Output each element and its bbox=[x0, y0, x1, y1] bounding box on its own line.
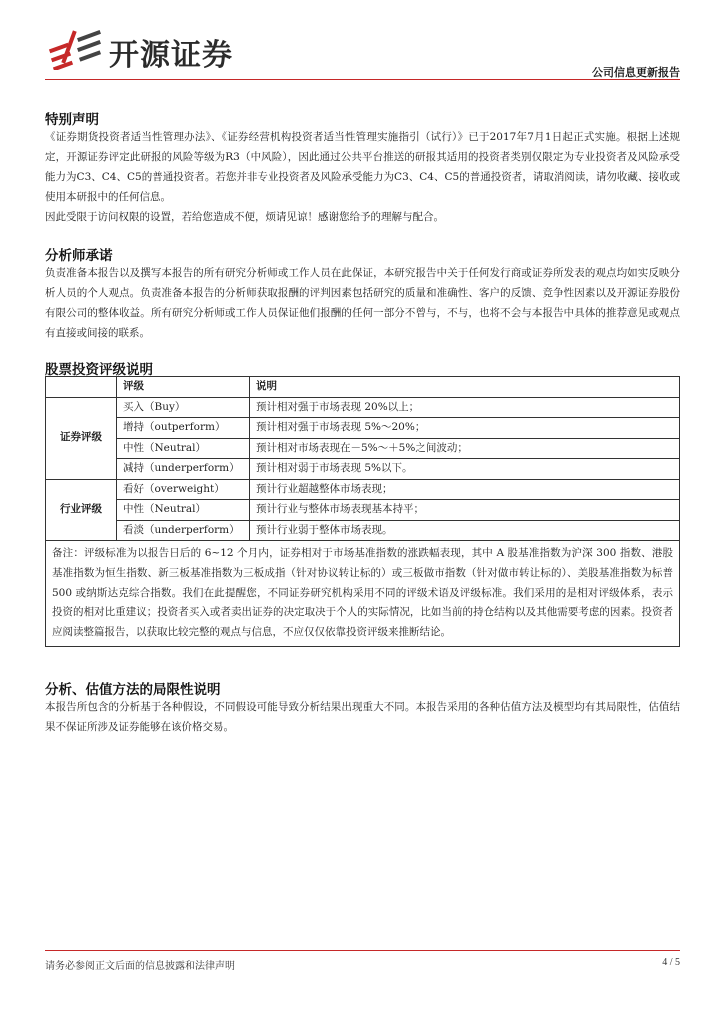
table-row bbox=[46, 397, 680, 418]
rating-level: 增持（outperform） bbox=[117, 418, 250, 439]
analyst-commitment-body bbox=[45, 263, 680, 343]
header-level: 评级 bbox=[117, 377, 250, 398]
rating-description: 预计相对强于市场表现 5%～20%； bbox=[250, 418, 680, 439]
rating-description: 预计行业弱于整体市场表现。 bbox=[250, 520, 680, 541]
limitations-paragraph: 本报告所包含的分析基于各种假设，不同假设可能导致分析结果出现重大不同。本报告采用的各种估值方法及模型均有其局限性，估值结果不保证所涉及证券能够在该价格交易。 bbox=[45, 701, 680, 733]
special-statement-paragraph-2: 因此受限于访问权限的设置，若给您造成不便，烦请见谅！感谢您给予的理解与配合。 bbox=[45, 211, 444, 223]
rating-level: 中性（Neutral） bbox=[117, 438, 250, 459]
rating-description: 预计行业超越整体市场表现； bbox=[250, 479, 680, 500]
page-header bbox=[45, 22, 680, 80]
limitations-body bbox=[45, 697, 680, 737]
table-row bbox=[46, 479, 680, 500]
analyst-commitment-paragraph: 负责准备本报告以及撰写本报告的所有研究分析师或工作人员在此保证，本研究报告中关于任何发行商或证券所发表的观点均如实反映分析人员的个人观点。负责准备本报告的分析师获取报酬的评判因素包括研究的质量和准确性、客户的反馈、竞争性因素以及开源证券股份有限公司的整体收益。所有研究分析师或工作人员保证他们报酬的任何一部分不曾与，不与，也将不会与本报告中具体的推荐意见或观点有直接或间接的联系。 bbox=[45, 267, 680, 339]
table-row bbox=[46, 459, 680, 480]
rating-explanation-title: 股票投资评级说明 bbox=[45, 362, 153, 378]
table-row bbox=[46, 418, 680, 439]
rating-description: 预计相对强于市场表现 20%以上； bbox=[250, 397, 680, 418]
header-description: 说明 bbox=[250, 377, 680, 398]
report-type: 公司信息更新报告 bbox=[592, 66, 680, 79]
page-number: 4 / 5 bbox=[662, 957, 680, 968]
rating-table bbox=[45, 376, 680, 647]
rating-description: 预计相对市场表现在－5%～＋5%之间波动； bbox=[250, 438, 680, 459]
rating-description: 预计相对弱于市场表现 5%以下。 bbox=[250, 459, 680, 480]
rating-level: 看淡（underperform） bbox=[117, 520, 250, 541]
rating-level: 减持（underperform） bbox=[117, 459, 250, 480]
limitations-title: 分析、估值方法的局限性说明 bbox=[45, 682, 221, 698]
header-divider bbox=[45, 79, 680, 80]
table-row bbox=[46, 500, 680, 521]
analyst-commitment-title: 分析师承诺 bbox=[45, 248, 113, 264]
rating-note-row bbox=[46, 541, 680, 647]
table-row bbox=[46, 520, 680, 541]
rating-table-header bbox=[46, 377, 680, 398]
rating-level: 中性（Neutral） bbox=[117, 500, 250, 521]
header-empty-cell bbox=[46, 377, 117, 398]
footer-divider bbox=[45, 950, 680, 951]
rating-description: 预计行业与整体市场表现基本持平； bbox=[250, 500, 680, 521]
rating-level: 买入（Buy） bbox=[117, 397, 250, 418]
kaiyuan-logo-icon bbox=[45, 26, 103, 70]
special-statement-paragraph-1: 《证券期货投资者适当性管理办法》、《证券经营机构投资者适当性管理实施指引（试行）》已于2017年7月1日起正式实施。根据上述规定，开源证券评定此研报的风险等级为R3（中风险），因此通过公共平台推送的研报其适用的投资者类别仅限定为专业投资者及风险承受能力为C3、C4、C5的普通投资者。若您并非专业投资者及风险承受能力为C3、C4、C5的普通投资者，请取消阅读，请勿收藏、接收或使用本研报中的任何信息。 bbox=[45, 131, 680, 203]
special-statement-title: 特别声明 bbox=[45, 112, 99, 128]
stock-rating-category: 证券评级 bbox=[46, 397, 117, 479]
company-logo-text: 开源证券 bbox=[109, 38, 233, 73]
rating-level: 看好（overweight） bbox=[117, 479, 250, 500]
rating-note: 备注：评级标准为以报告日后的 6~12 个月内，证券相对于市场基准指数的涨跌幅表现，其中 A 股基准指数为沪深 300 指数、港股基准指数为恒生指数、新三板基准指数为三板成指（针对协议转让标的）或三板做市指数（针对做市转让标的）、美股基准指数为标普 500 或纳斯达克综合指数。我们在此提醒您，不同证券研究机构采用不同的评级术语及评级标准。我们采用的是相对评级体系，表示投资的相对比重建议；投资者买入或者卖出证券的决定取决于个人的实际情况，比如当前的持仓结构以及其他需要考虑的因素。投资者应阅读整篇报告，以获取比较完整的观点与信息，不应仅仅依靠投资评级来推断结论。 bbox=[46, 541, 680, 647]
special-statement-body bbox=[45, 127, 680, 227]
table-row bbox=[46, 438, 680, 459]
footer-notice: 请务必参阅正文后面的信息披露和法律声明 bbox=[45, 961, 235, 972]
industry-rating-category: 行业评级 bbox=[46, 479, 117, 541]
